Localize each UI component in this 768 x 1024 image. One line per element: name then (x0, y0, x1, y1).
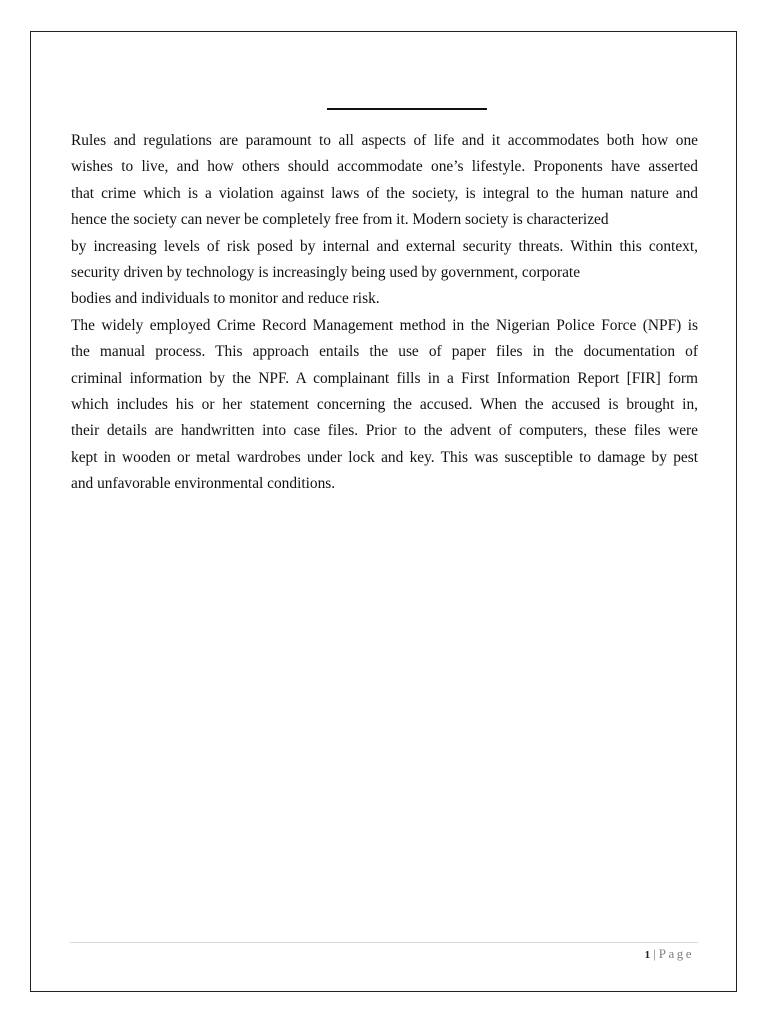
text-line: security driven by technology is increasingly being used by government, corporate (71, 264, 581, 282)
paragraph-1 (71, 128, 698, 313)
text-line: and unfavorable environmental conditions. (71, 475, 336, 493)
page-label: Page (658, 946, 694, 961)
page-number: 1 (644, 949, 651, 961)
text-line: The widely employed Crime Record Management method in the Nigerian Police Force (NPF) is (71, 316, 698, 334)
text-line: by increasing levels of risk posed by internal and external security threats. Within this context, (71, 237, 698, 255)
page-number-separator: | (653, 946, 656, 961)
text-line: hence the society can never be completely free from it. Modern society is characterized (71, 211, 609, 229)
text-line: which includes his or her statement concerning the accused. When the accused is brought in, (71, 396, 698, 414)
title-underline (327, 108, 487, 110)
text-line: that crime which is a violation against laws of the society, is integral to the human nature and (71, 184, 698, 202)
text-line: wishes to live, and how others should accommodate one’s lifestyle. Proponents have asserted (71, 158, 698, 176)
text-line: their details are handwritten into case files. Prior to the advent of computers, these files were (71, 422, 698, 440)
paragraph-2 (71, 313, 698, 498)
text-line: kept in wooden or metal wardrobes under lock and key. This was susceptible to damage by pest (71, 448, 698, 466)
text-line: the manual process. This approach entails the use of paper files in the documentation of (71, 343, 698, 361)
document-body (71, 128, 698, 498)
page-number-footer (645, 945, 694, 964)
text-line: criminal information by the NPF. A complainant fills in a First Information Report [FIR] form (71, 369, 698, 387)
text-line: Rules and regulations are paramount to all aspects of life and it accommodates both how one (71, 132, 698, 149)
text-line: bodies and individuals to monitor and reduce risk. (71, 290, 380, 308)
footer-divider (70, 942, 698, 943)
